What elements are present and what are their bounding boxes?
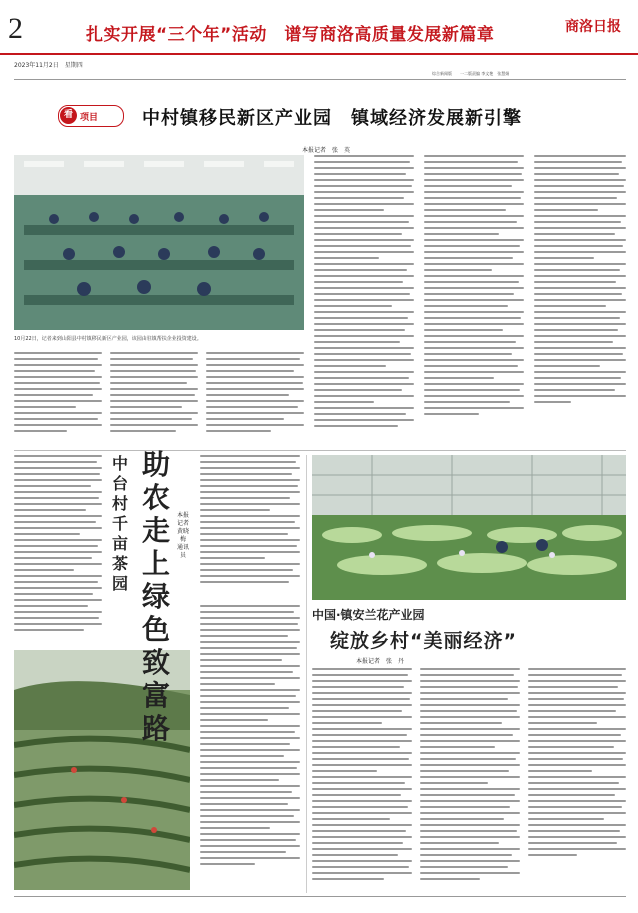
page-headline: 扎实开展“三个年”活动 谱写商洛高质量发展新篇章 — [86, 25, 495, 45]
header-divider — [14, 79, 626, 80]
factory-photo — [14, 155, 304, 330]
main-article-column-2 — [110, 352, 198, 447]
article2-column-3 — [200, 605, 300, 895]
editor-info: 综合新闻版 一二版责编 李文艳 张慧娟 — [432, 71, 510, 76]
orchid-greenhouse-photo — [312, 455, 626, 600]
main-article-column-3 — [206, 352, 304, 447]
section-tag-icon: 看 — [60, 107, 77, 124]
article3-column-1 — [312, 668, 412, 893]
article2-kicker: 中台村千亩茶园 — [111, 456, 128, 593]
main-article-column-4 — [314, 155, 414, 445]
article2-headline: 助农走上绿色致富路 — [141, 448, 170, 745]
article3-kicker: 中国·镇安兰花产业园 — [312, 608, 425, 622]
section-divider-1 — [14, 450, 626, 451]
main-article-byline: 本报记者 张 英 — [302, 147, 351, 154]
issue-date: 2023年11月2日 星期四 — [14, 62, 83, 69]
page-number: 2 — [8, 12, 23, 45]
masthead-rule — [0, 53, 638, 55]
factory-photo-caption: 10月22日，记者来到山阳县中村镇移民新区产业园，该园由驻镇帮扶企业投资建设。 — [14, 336, 202, 342]
column-divider — [306, 455, 307, 893]
article3-column-3 — [528, 668, 626, 893]
article2-byline: 本报记者 黄晓梅 通讯员 — [176, 512, 196, 559]
article3-byline: 本报记者 张 丹 — [356, 658, 405, 665]
footer-rule — [14, 896, 626, 897]
orchid-greenhouse-image — [312, 455, 626, 600]
main-article-column-6 — [534, 155, 626, 445]
factory-scene-image — [14, 155, 304, 330]
newspaper-brand: 商洛日报 — [565, 19, 621, 35]
section-tag-label: 项目 — [80, 113, 99, 123]
main-article-headline: 中村镇移民新区产业园 镇域经济发展新引擎 — [142, 108, 522, 129]
article3-column-2 — [420, 668, 520, 893]
main-article-column-5 — [424, 155, 524, 445]
main-article-column-1 — [14, 352, 102, 447]
article3-headline: 绽放乡村“美丽经济” — [330, 630, 517, 652]
article2-column-2 — [200, 455, 300, 600]
